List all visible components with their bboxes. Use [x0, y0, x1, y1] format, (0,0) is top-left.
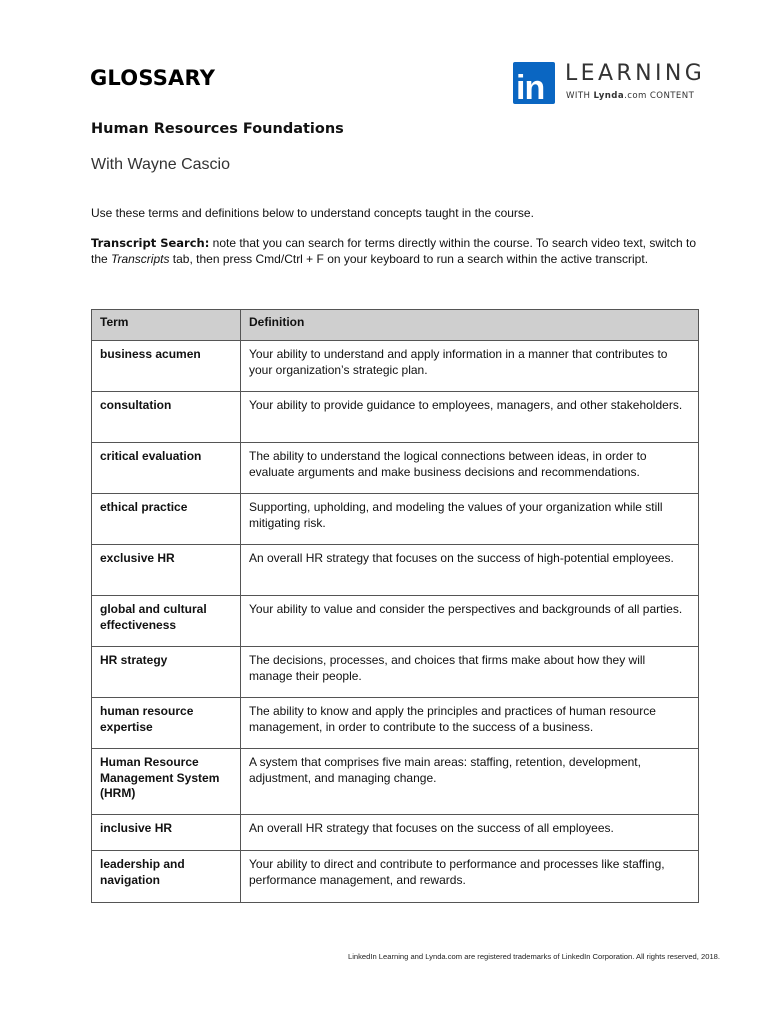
definition-cell: The ability to understand the logical connections between ideas, in order to evaluate arguments and make business decisions and recommendations.	[241, 443, 699, 494]
term-cell: inclusive HR	[92, 815, 241, 851]
term-cell: critical evaluation	[92, 443, 241, 494]
transcript-text-1: note that you can search for terms directly within the course. To search video text, switch to the	[91, 236, 697, 266]
table-row	[92, 698, 699, 749]
table-row	[92, 596, 699, 647]
transcript-search-label: Transcript Search:	[91, 236, 210, 250]
definition-cell: Your ability to understand and apply information in a manner that contributes to your organization’s strategic plan.	[241, 341, 699, 392]
definition-cell: The ability to know and apply the principles and practices of human resource management, in order to contribute to the success of a business.	[241, 698, 699, 749]
term-cell: Human Resource Management System (HRM)	[92, 749, 241, 815]
table-row	[92, 545, 699, 596]
term-cell: consultation	[92, 392, 241, 443]
glossary-table	[91, 309, 699, 903]
logo-subtitle	[566, 91, 694, 101]
table-row	[92, 494, 699, 545]
linkedin-in-icon	[513, 62, 555, 107]
table-row	[92, 647, 699, 698]
definition-cell: A system that comprises five main areas: staffing, retention, development, adjustment, and managing change.	[241, 749, 699, 815]
table-row	[92, 392, 699, 443]
term-cell: exclusive HR	[92, 545, 241, 596]
table-row	[92, 815, 699, 851]
table-row	[92, 341, 699, 392]
table-row	[92, 443, 699, 494]
table-row	[92, 749, 699, 815]
definition-cell: The decisions, processes, and choices that firms make about how they will manage their people.	[241, 647, 699, 698]
transcript-search-note	[91, 235, 711, 267]
logo-sub-brand: Lynda	[593, 91, 625, 101]
definition-cell: Your ability to value and consider the perspectives and backgrounds of all parties.	[241, 596, 699, 647]
term-cell: global and cultural effectiveness	[92, 596, 241, 647]
definition-cell: An overall HR strategy that focuses on the success of high-potential employees.	[241, 545, 699, 596]
logo-mark: in	[516, 69, 545, 107]
table-row	[92, 851, 699, 903]
term-cell: human resource expertise	[92, 698, 241, 749]
column-header-term: Term	[92, 310, 241, 341]
instructor-name: With Wayne Cascio	[91, 156, 230, 173]
definition-cell: Supporting, upholding, and modeling the values of your organization while still mitigating risk.	[241, 494, 699, 545]
logo-wordmark: LEARNING	[565, 61, 706, 86]
transcript-text-2: tab, then press Cmd/Ctrl + F on your keyboard to run a search within the active transcript.	[169, 252, 649, 266]
page-title: GLOSSARY	[90, 66, 216, 90]
column-header-definition: Definition	[241, 310, 699, 341]
footer-trademark-notice: LinkedIn Learning and Lynda.com are registered trademarks of LinkedIn Corporation. All rights reserved, 2018.	[347, 952, 720, 961]
definition-cell: Your ability to provide guidance to employees, managers, and other stakeholders.	[241, 392, 699, 443]
definition-cell: An overall HR strategy that focuses on the success of all employees.	[241, 815, 699, 851]
logo-sub-prefix: WITH	[566, 91, 594, 101]
term-cell: ethical practice	[92, 494, 241, 545]
term-cell: leadership and navigation	[92, 851, 241, 903]
logo-sub-suffix: .com CONTENT	[624, 91, 695, 101]
transcripts-tab-name: Transcripts	[111, 252, 170, 266]
term-cell: HR strategy	[92, 647, 241, 698]
term-cell: business acumen	[92, 341, 241, 392]
table-header-row	[92, 310, 699, 341]
course-title: Human Resources Foundations	[91, 121, 344, 137]
definition-cell: Your ability to direct and contribute to performance and processes like staffing, performance management, and rewards.	[241, 851, 699, 903]
intro-text: Use these terms and definitions below to understand concepts taught in the course.	[91, 206, 534, 220]
